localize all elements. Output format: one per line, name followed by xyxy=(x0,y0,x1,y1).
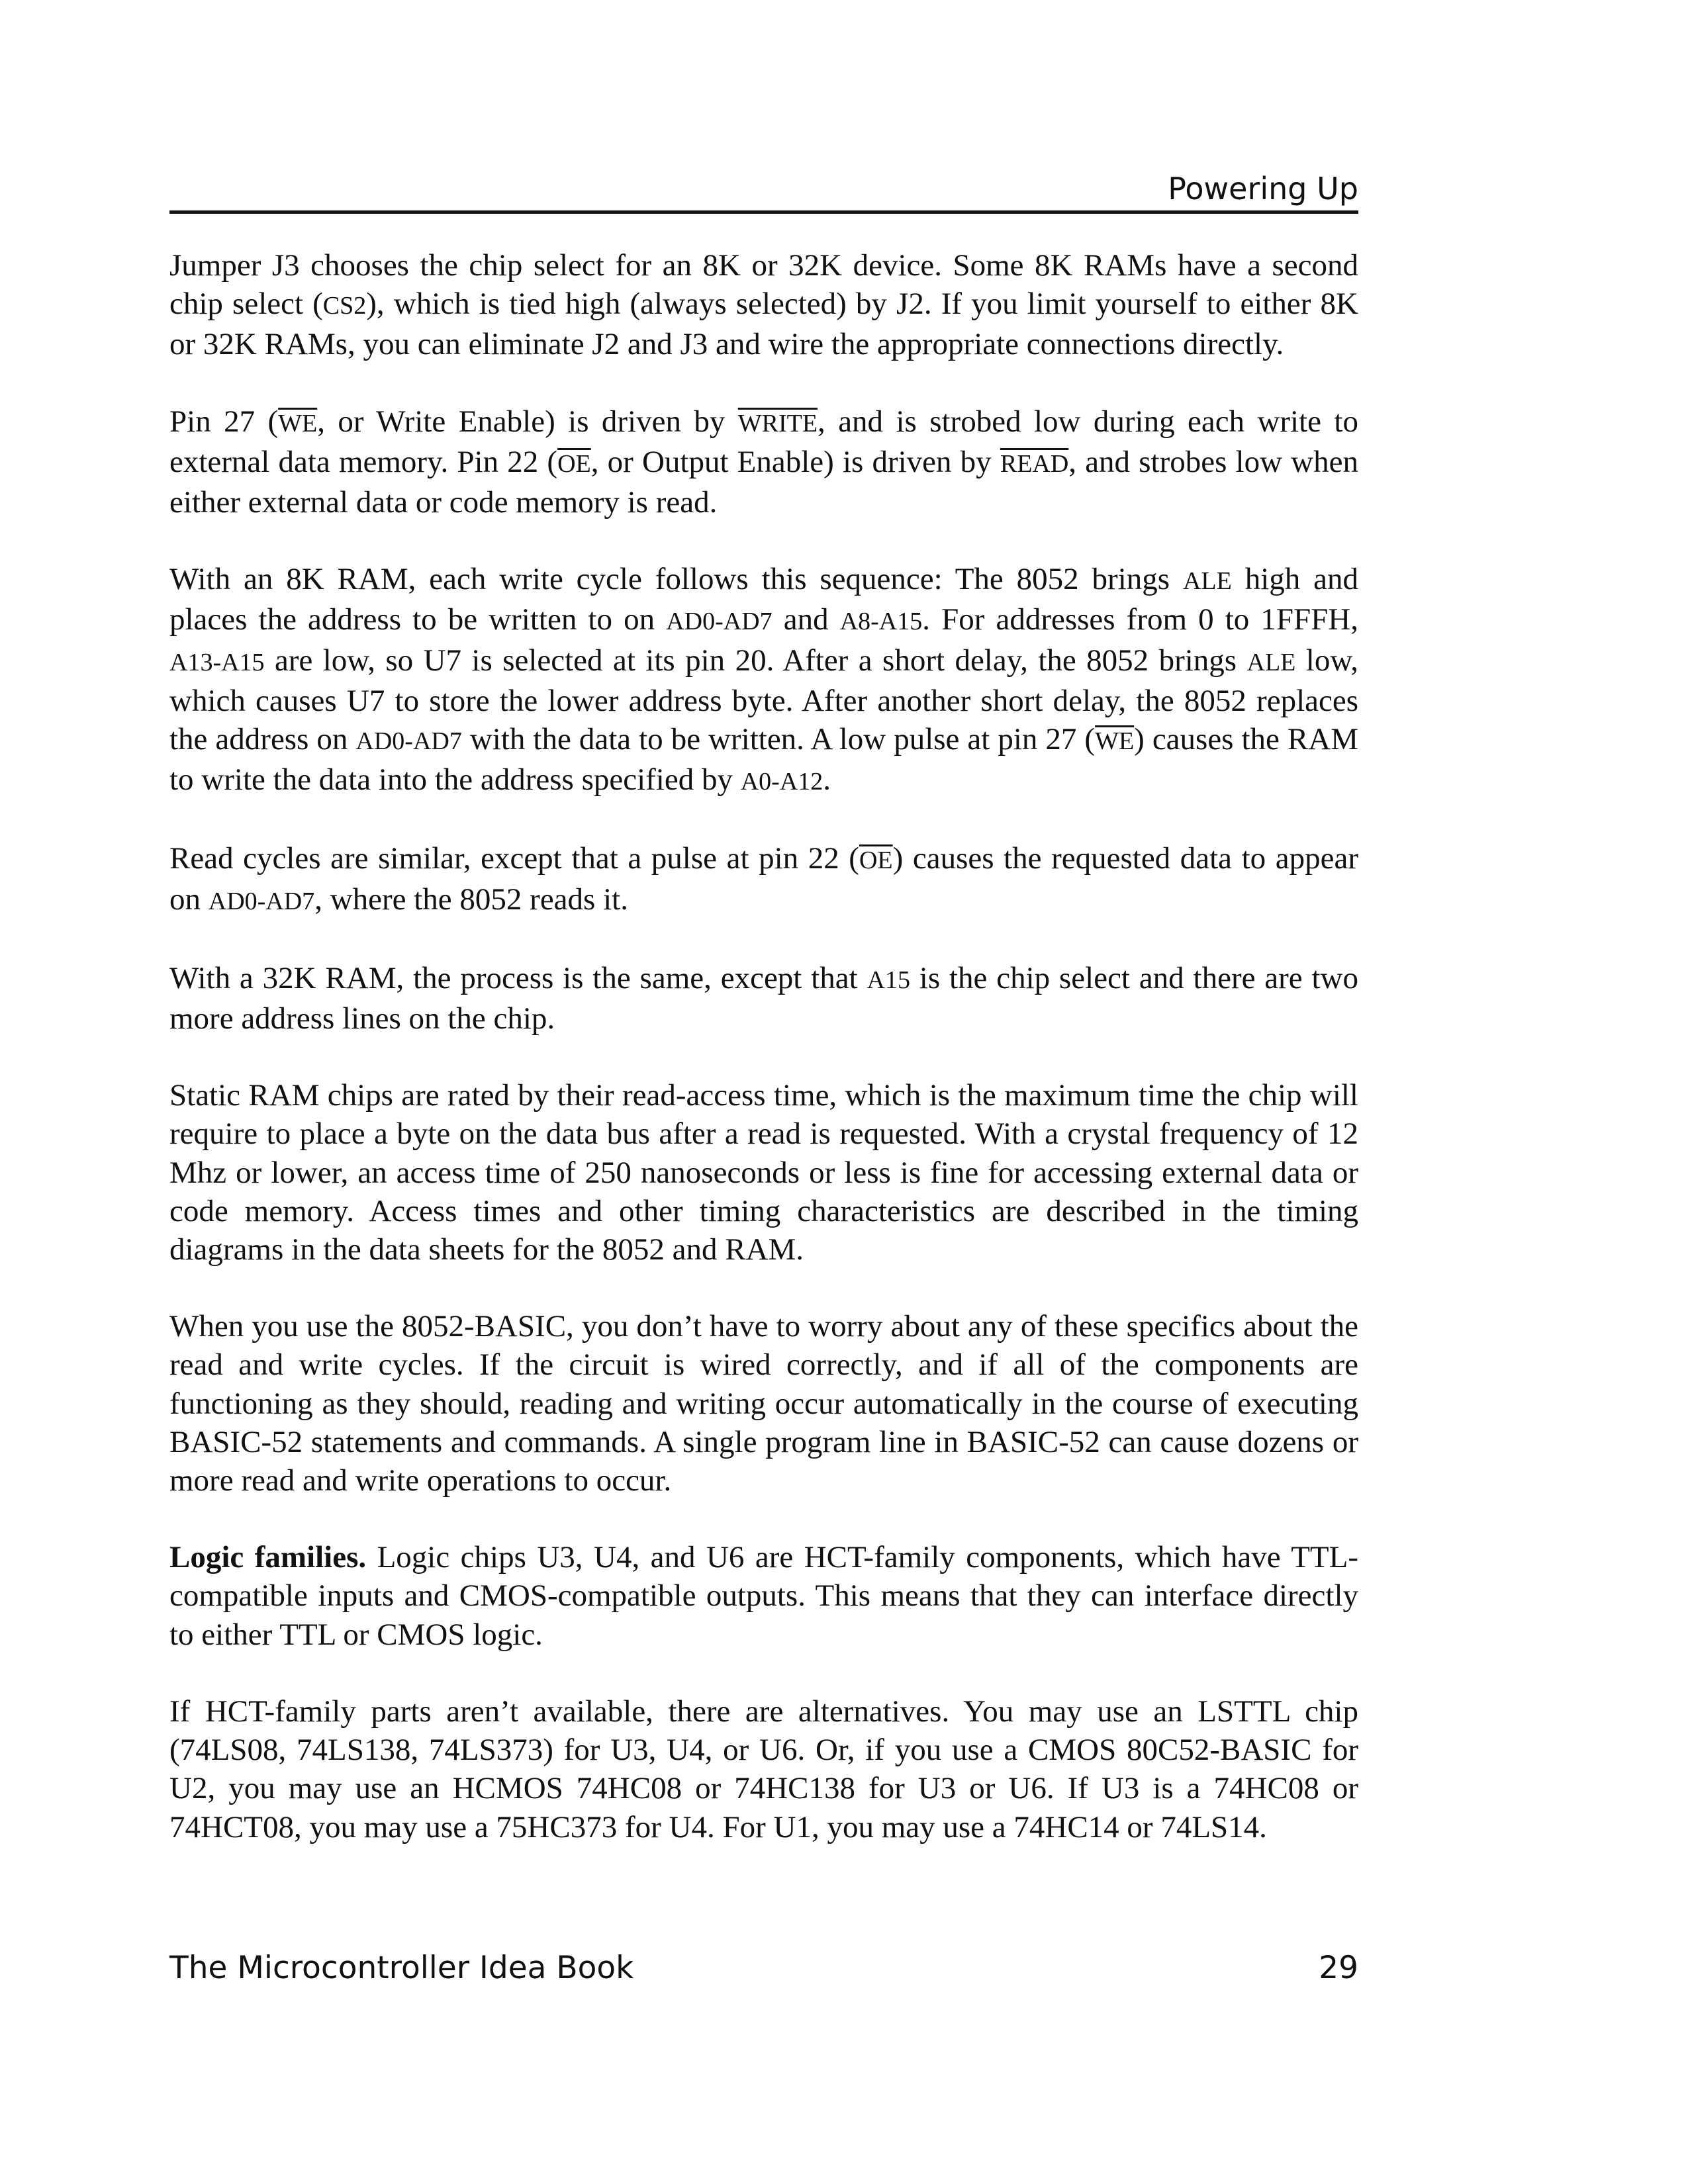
signal-name: $\overline{OE}$ xyxy=(557,449,591,478)
paragraph-read-cycle xyxy=(169,839,1358,920)
paragraph-basic-52: When you use the 8052-BASIC, you don’t have to worry about any of these specifics about the read and write cycles. If the circuit is wired correctly, and if all of the components are functioning as they should, reading and writing occur automatically in the course of executing BASIC-52 statements and commands. A single program line in BASIC-52 can cause dozens or more read and write operations to occur. xyxy=(169,1309,1358,1498)
signal-name: $\overline{OE}$ xyxy=(859,846,893,875)
paragraph-write-enable xyxy=(169,402,1358,522)
text-run: . For addresses from 0 to 1FFFH, xyxy=(922,602,1358,637)
text-run: With an 8K RAM, each write cycle follows this sequence: The 8052 brings xyxy=(169,562,1183,597)
text-run: ) causes the requested data to appear on xyxy=(169,841,1358,917)
text-run: Read cycles are similar, except that a pulse at pin 22 ( xyxy=(169,841,859,876)
paragraph-chip-select xyxy=(169,246,1358,364)
signal-name: $\overline{WE}$ xyxy=(1095,727,1135,756)
text-run: are low, so U7 is selected at its pin 20. After a short delay, the 8052 brings xyxy=(264,643,1247,678)
text-run: ) causes the RAM to write the data into the address specified by xyxy=(169,722,1358,797)
body-text xyxy=(169,246,1358,1885)
signal-name: CS2 xyxy=(322,292,367,320)
text-run: high and places the address to be written to on xyxy=(169,562,1358,637)
signal-name: AD0-AD7 xyxy=(208,887,315,915)
text-run: , where the 8052 reads it. xyxy=(314,882,628,917)
text-run: Logic chips U3, U4, and U6 are HCT-family components, which have TTL-compatible inputs and CMOS-compatible outputs. This means that they can interface directly to either TTL or CMOS logic. xyxy=(169,1540,1359,1652)
signal-name: $\overline{WE}$ xyxy=(278,409,318,437)
paragraph-alternatives: If HCT-family parts aren’t available, there are alternatives. You may use an LSTTL chip (74LS08, 74LS138, 74LS373) for U3, U4, or U6. Or, if you use a CMOS 80C52-BASIC for U2, you may use an HCMOS 74HC08 or 74HC138 for U3 or U6. If U3 is a 74HC08 or 74HCT08, you may use a 75HC373 for U4. For U1, you may use a 74HC14 or 74LS14. xyxy=(169,1694,1358,1844)
signal-name: AD0-AD7 xyxy=(666,608,773,636)
text-run: , and strobes low when either external data or code memory is read. xyxy=(169,444,1358,520)
paragraph-access-time: Static RAM chips are rated by their read-access time, which is the maximum time the chip will require to place a byte on the data bus after a read is requested. With a crystal frequency of 12 Mhz or lower, an access time of 250 nanoseconds or less is fine for accessing external data or code memory. Access times and other timing characteristics are described in the timing diagrams in the data sheets for the 8052 and RAM. xyxy=(169,1078,1358,1267)
signal-name: A0-A12 xyxy=(740,768,823,796)
page-number: 29 xyxy=(1319,1950,1358,1986)
text-run: With a 32K RAM, the process is the same, except that xyxy=(169,960,867,995)
run-in-heading: Logic families. xyxy=(169,1540,367,1575)
text-run: ), which is tied high (always selected) by J2. If you limit yourself to either 8K or 32K RAMs, you can eliminate J2 and J3 and wire the appropriate connections directly. xyxy=(169,287,1358,362)
signal-name: A15 xyxy=(867,966,910,994)
text-run: Jumper J3 chooses the chip select for an 8K or 32K device. Some 8K RAMs have a second chip select ( xyxy=(169,248,1358,322)
footer-book-title: The Microcontroller Idea Book xyxy=(169,1950,634,1986)
signal-name: A8-A15 xyxy=(839,608,923,636)
signal-name: READ xyxy=(1000,449,1069,478)
text-run: with the data to be written. A low pulse at pin 27 ( xyxy=(461,722,1096,757)
paragraph-32k-ram xyxy=(169,959,1358,1038)
signal-name: ALE xyxy=(1246,648,1296,676)
signal-name: WRITE xyxy=(737,409,818,437)
text-run: , and is strobed low during each write to external data memory. Pin 22 ( xyxy=(169,404,1358,479)
signal-name: ALE xyxy=(1182,567,1232,596)
text-run: , or Write Enable) is driven by xyxy=(317,404,738,439)
text-run: and xyxy=(772,602,840,637)
paragraph-write-cycle xyxy=(169,560,1358,801)
running-header: Powering Up xyxy=(1168,171,1358,206)
signal-name: A13-A15 xyxy=(169,648,265,676)
text-run: , or Output Enable) is driven by xyxy=(590,444,1000,479)
text-run: is the chip select and there are two more address lines on the chip. xyxy=(169,960,1359,1036)
header-rule xyxy=(169,210,1358,214)
signal-name: AD0-AD7 xyxy=(355,727,462,756)
paragraph-logic-families xyxy=(169,1538,1358,1654)
text-run: low, which causes U7 to store the lower address byte. After another short delay, the 8052 replaces the address on xyxy=(169,643,1359,757)
text-run: Pin 27 ( xyxy=(169,404,279,439)
text-run: . xyxy=(823,762,831,797)
